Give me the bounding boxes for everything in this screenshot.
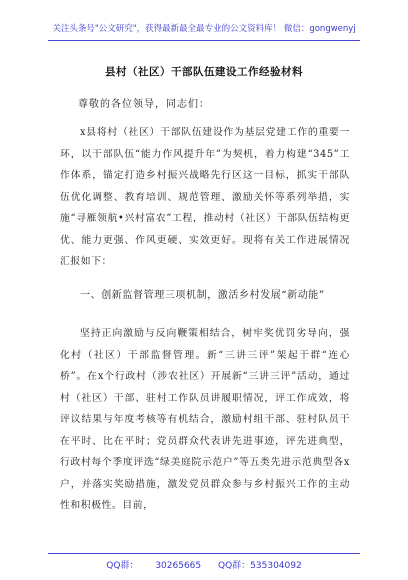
body-paragraph-2: 坚持正向激励与反向鞭策相结合，树牢奖优罚劣导向，强化村（社区）干部监督管理。新“三讲三评”架起干群“连心桥”。在x个行政村（涉农社区）开展新“三讲三评”活动，通过村（社区）干部、驻村工作队员讲履职情况，评工作成效，将评议结果与年度考核等有机结合，激励村组干部、驻村队员干在平时、比在平时；党员群众代表讲先进事迹，评先进典型，行政村每个季度评选“绿美庭院示范户”等五类先进示范典型各x户，并落实奖励措施，激发党员群众参与乡村振兴工作的主动性和积极性。目前， bbox=[60, 328, 350, 511]
document-title: 县村（社区）干部队伍建设工作经验材料 bbox=[105, 66, 303, 78]
footer-divider bbox=[48, 553, 360, 554]
header-divider bbox=[48, 40, 360, 41]
section-heading-1: 一、创新监督管理三项机制，激活乡村发展“新动能” bbox=[80, 290, 325, 301]
body-paragraph-1: x县将村（社区）干部队伍建设作为基层党建工作的重要一环，以干部队伍“能力作风提升年”为契机，着力构建“345”工作体系，锚定打造乡村振兴战略先行区这一目标，抓实干部队伍优化调整、教育培训、规范管理、激励关怀等系列举措，实施“寻雁领航•兴村富农”工程，推动村（社区）干部队伍结构更优、能力更强、作风更硬、实效更好。现将有关工作进展情况汇报如下： bbox=[60, 127, 350, 267]
header-note: 关注头条号"公文研究"，获得最新最全最专业的公文资料库！ 微信：gongwenyj bbox=[52, 24, 356, 34]
salutation: 尊敬的各位领导，同志们： bbox=[78, 99, 210, 110]
footer-note: QQ群： 30265665 QQ群：535304092 bbox=[106, 561, 302, 571]
